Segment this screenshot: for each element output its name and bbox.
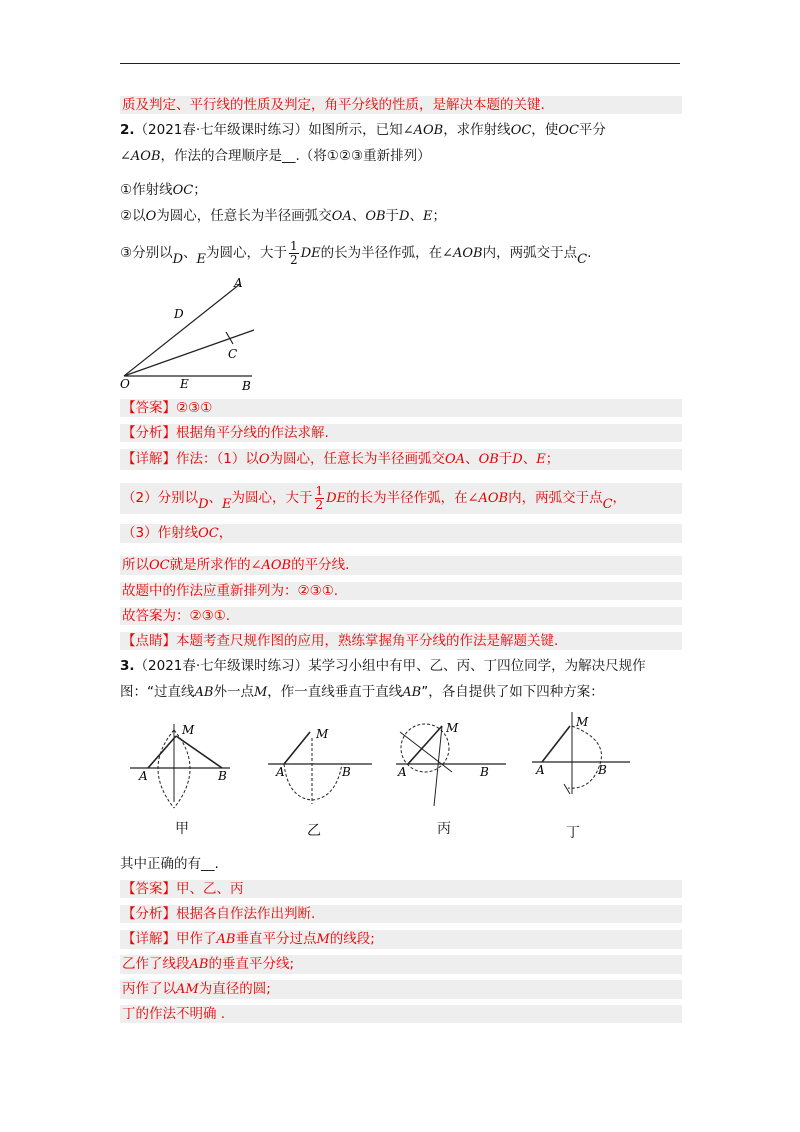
figure-label-bing: 丙 [437, 821, 451, 837]
label-b: B [242, 379, 251, 392]
svg-text:A: A [398, 765, 407, 779]
q2-detail-1: 【详解】作法：（1）以O为圆心，任意长为半径画弧交OA、OB于D、E； [120, 449, 682, 470]
figure-label-jia: 甲 [175, 821, 189, 837]
svg-text:B: B [598, 763, 607, 777]
q3-question: 其中正确的有__. [120, 856, 219, 872]
q3-detail-2: 乙作了线段AB的垂直平分线; [120, 955, 682, 974]
q2-step-3: ③分别以D、E为圆心，大于 $\frac{1}{2}$ DE的长为半径作弧，在∠AOB内，两弧交于点C. [120, 238, 592, 267]
q2-detail-3: （3）作射线OC， [120, 524, 682, 543]
q2-analysis: 【分析】根据角平分线的作法求解. [120, 424, 682, 442]
figure-label-ding: 丁 [566, 825, 580, 841]
fraction-one-half: $\frac{1}{2}$ [290, 238, 298, 267]
angle-bisector-figure [112, 274, 272, 392]
q2-source: （2021春·七年级课时练习） [134, 122, 309, 138]
q2-stem-line-1: 2.（2021春·七年级课时练习）如图所示，已知∠AOB，求作射线OC，使OC平分 [120, 122, 606, 138]
q2-answer-blank: __ [282, 148, 296, 164]
q2-step-2: ②以O为圆心，任意长为半径画弧交OA、OB于D、E； [120, 208, 446, 224]
figure-ding [528, 710, 638, 810]
svg-text:M: M [182, 723, 195, 737]
q3-detail-1: 【详解】甲作了AB垂直平分过点M的线段; [120, 930, 682, 949]
q2-stem-line-2: ∠AOB，作法的合理顺序是__.（将①②③重新排列） [120, 148, 431, 164]
q3-stem-line-1: 3.（2021春·七年级课时练习）某学习小组中有甲、乙、丙、丁四位同学，为解决尺规作 [120, 658, 646, 674]
fraction-one-half: $\frac{1}{2}$ [315, 483, 324, 512]
q2-detail-6: 故答案为：②③①. [120, 607, 682, 625]
svg-text:B: B [480, 765, 489, 779]
q2-number: 2. [120, 122, 135, 138]
label-c: C [228, 347, 238, 361]
figure-yi [264, 718, 378, 814]
q2-detail-4: 所以OC就是所求作的∠AOB的平分线. [120, 556, 682, 575]
svg-text:B: B [342, 765, 351, 779]
q3-detail-3: 丙作了以AM为直径的圆; [120, 980, 682, 999]
svg-text:M: M [316, 727, 329, 741]
q3-stem-line-2: 图：“过直线AB外一点M，作一直线垂直于直线AB”，各自提供了如下四种方案： [120, 684, 604, 700]
q3-detail-4: 丁的作法不明确 . [120, 1005, 682, 1023]
svg-text:M: M [446, 721, 459, 735]
label-a: A [234, 276, 243, 290]
q3-number: 3. [120, 658, 135, 674]
figure-jia [126, 718, 236, 814]
carryover-text: 质及判定、平行线的性质及判定，角平分线的性质，是解决本题的关键. [120, 96, 682, 114]
q3-source: （2021春·七年级课时练习） [134, 658, 309, 674]
svg-text:A: A [536, 763, 545, 777]
q2-detail-2: （2）分别以D、E为圆心，大于 $\frac{1}{2}$ DE的长为半径作弧，在∠AOB内，两弧交于点C， [120, 483, 682, 514]
figure-label-yi: 乙 [307, 823, 321, 839]
ray-oa [124, 284, 240, 376]
q3-analysis: 【分析】根据各自作法作出判断. [120, 905, 682, 923]
svg-text:A: A [276, 765, 285, 779]
figure-bing [394, 712, 514, 812]
label-o: O [120, 377, 130, 391]
svg-text:A: A [139, 769, 148, 783]
header-rule [120, 63, 680, 64]
q2-comment: 【点睛】本题考查尺规作图的应用，熟练掌握角平分线的作法是解题关键. [120, 632, 682, 650]
q3-answer-blank: __ [201, 856, 215, 872]
q2-step-1: ①作射线OC； [120, 182, 207, 198]
q3-answer: 【答案】甲、乙、丙 [120, 880, 682, 898]
q2-answer: 【答案】②③① [120, 399, 682, 417]
label-d: D [174, 307, 184, 321]
svg-text:B: B [218, 769, 227, 783]
q2-detail-5: 故题中的作法应重新排列为：②③①. [120, 582, 682, 600]
svg-text:M: M [576, 715, 589, 729]
label-e: E [180, 377, 189, 391]
